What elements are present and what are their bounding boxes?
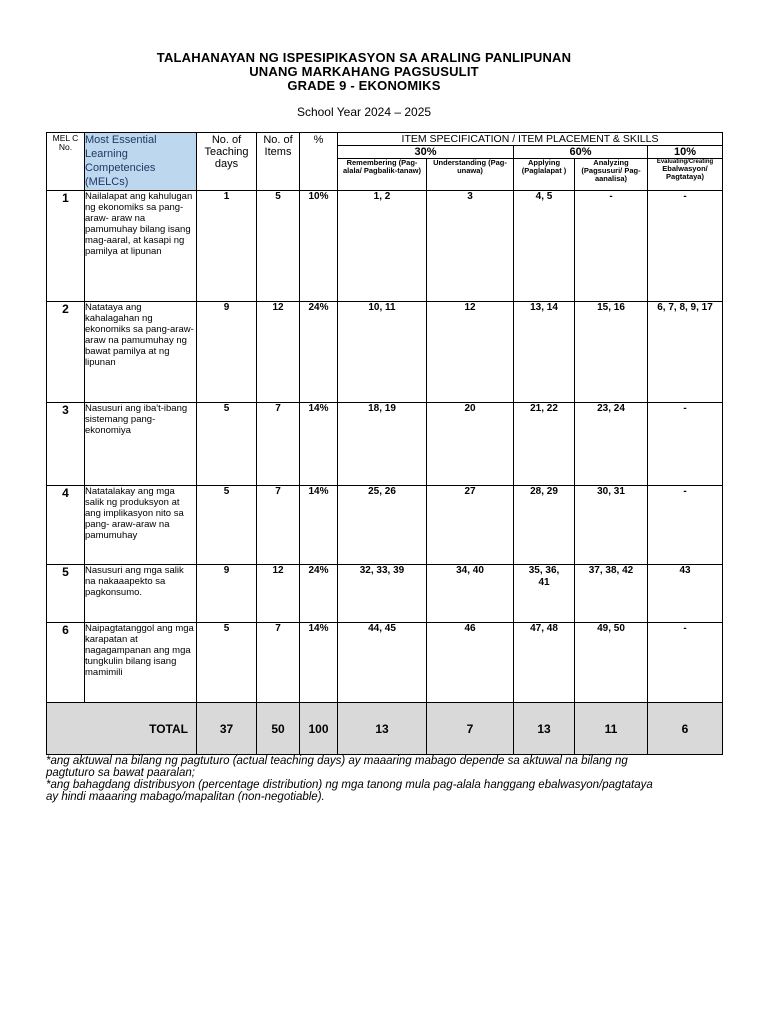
- evaluating-items: -: [648, 623, 723, 703]
- header-30-percent: 30%: [338, 146, 514, 159]
- table-row: [47, 191, 723, 302]
- understanding-items: 27: [427, 486, 514, 565]
- percentage: 14%: [300, 403, 338, 486]
- no-of-items: 12: [257, 302, 300, 403]
- melc-number: 1: [47, 191, 85, 302]
- remembering-items: 25, 26: [338, 486, 427, 565]
- title-line-3: GRADE 9 - EKONOMIKS: [287, 78, 441, 93]
- competency-text: Nasusuri ang mga salik na nakaaapekto sa pagkonsumo.: [85, 565, 197, 623]
- total-percentage: 100: [300, 703, 338, 755]
- header-melc: Most Essential Learning Competencies (MELCs): [85, 133, 197, 191]
- total-evaluating: 6: [648, 703, 723, 755]
- analyzing-items: -: [575, 191, 648, 302]
- footnote-2: *ang bahagdang distribusyon (percentage distribution) ng mga tanong mula pag-alala hanggang ebalwasyon/pagtataya: [46, 779, 653, 791]
- header-60-percent: 60%: [514, 146, 648, 159]
- no-of-items: 12: [257, 565, 300, 623]
- table-row: [47, 486, 723, 565]
- analyzing-items: 37, 38, 42: [575, 565, 648, 623]
- school-year: School Year 2024 – 2025: [296, 105, 432, 119]
- header-evaluating-top: Evaluating/Creating: [656, 159, 714, 165]
- total-row: [47, 703, 723, 755]
- competency-text: Natatalakay ang mga salik ng produksyon at ang implikasyon nito sa pang- araw-araw na pamumuhay: [85, 486, 197, 565]
- percentage: 24%: [300, 302, 338, 403]
- percentage: 14%: [300, 623, 338, 703]
- applying-items: 35, 36, 41: [514, 565, 575, 623]
- competency-text: Natataya ang kahalagahan ng ekonomiks sa pang-araw- araw na pamumuhay ng bawat pamilya at ng lipunan: [85, 302, 197, 403]
- melc-number: 6: [47, 623, 85, 703]
- title-line-1: TALAHANAYAN NG ISPESIPIKASYON SA ARALING PANLIPUNAN: [156, 50, 572, 65]
- header-analyzing: Analyzing (Pagsusuri/ Pag-aanalisa): [575, 159, 648, 191]
- header-teaching-days: No. of Teaching days: [197, 133, 257, 191]
- competency-text: Nasusuri ang iba't-ibang sistemang pang-ekonomiya: [85, 403, 197, 486]
- header-understanding: Understanding (Pag-unawa): [427, 159, 514, 191]
- analyzing-items: 15, 16: [575, 302, 648, 403]
- analyzing-items: 49, 50: [575, 623, 648, 703]
- total-understanding: 7: [427, 703, 514, 755]
- header-applying: Applying (Paglalapat ): [514, 159, 575, 191]
- melc-number: 4: [47, 486, 85, 565]
- footnote-1: *ang aktuwal na bilang ng pagtuturo (actual teaching days) ay maaaring mabago depende sa aktuwal na bilang ng: [46, 755, 628, 767]
- applying-items: 13, 14: [514, 302, 575, 403]
- evaluating-items: 43: [648, 565, 723, 623]
- teaching-days: 9: [197, 302, 257, 403]
- competency-text: Naipagtatanggol ang mga karapatan at nagagampanan ang mga tungkulin bilang isang mamimili: [85, 623, 197, 703]
- table-row: [47, 403, 723, 486]
- header-remembering: Remembering (Pag-alala/ Pagbalik-tanaw): [338, 159, 427, 191]
- percentage: 10%: [300, 191, 338, 302]
- remembering-items: 44, 45: [338, 623, 427, 703]
- table-of-specification: [46, 132, 723, 755]
- understanding-items: 12: [427, 302, 514, 403]
- total-items: 50: [257, 703, 300, 755]
- footnote-2-cont: ay hindi maaaring mabago/mapalitan (non-negotiable).: [46, 791, 325, 803]
- header-10-percent: 10%: [648, 146, 723, 159]
- header-evaluating-label: Ebalwasyon/ Pagtataya): [662, 164, 708, 181]
- competency-text: Nailalapat ang kahulugan ng ekonomiks sa pang-araw- araw na pamumuhay bilang isang mag-aaral, at kasapi ng pamilya at lipunan: [85, 191, 197, 302]
- total-applying: 13: [514, 703, 575, 755]
- analyzing-items: 23, 24: [575, 403, 648, 486]
- percentage: 14%: [300, 486, 338, 565]
- understanding-items: 46: [427, 623, 514, 703]
- applying-items: 4, 5: [514, 191, 575, 302]
- table-row: [47, 302, 723, 403]
- header-evaluating: [648, 159, 723, 191]
- teaching-days: 5: [197, 403, 257, 486]
- teaching-days: 9: [197, 565, 257, 623]
- melc-number: 3: [47, 403, 85, 486]
- teaching-days: 5: [197, 486, 257, 565]
- header-melc-no: MEL C No.: [47, 133, 85, 191]
- understanding-items: 34, 40: [427, 565, 514, 623]
- evaluating-items: 6, 7, 8, 9, 17: [648, 302, 723, 403]
- applying-items: 28, 29: [514, 486, 575, 565]
- table-row: [47, 565, 723, 623]
- evaluating-items: -: [648, 191, 723, 302]
- remembering-items: 10, 11: [338, 302, 427, 403]
- melc-number: 2: [47, 302, 85, 403]
- no-of-items: 5: [257, 191, 300, 302]
- remembering-items: 32, 33, 39: [338, 565, 427, 623]
- understanding-items: 20: [427, 403, 514, 486]
- remembering-items: 1, 2: [338, 191, 427, 302]
- no-of-items: 7: [257, 623, 300, 703]
- no-of-items: 7: [257, 403, 300, 486]
- percentage: 24%: [300, 565, 338, 623]
- title-line-2: UNANG MARKAHANG PAGSUSULIT: [249, 64, 479, 79]
- applying-items: 47, 48: [514, 623, 575, 703]
- footnote-1-cont: pagtuturo sa bawat paaralan;: [46, 767, 195, 779]
- table-row: [47, 623, 723, 703]
- remembering-items: 18, 19: [338, 403, 427, 486]
- melc-number: 5: [47, 565, 85, 623]
- total-teaching-days: 37: [197, 703, 257, 755]
- header-percent: %: [300, 133, 338, 191]
- total-label: TOTAL: [47, 703, 197, 755]
- total-remembering: 13: [338, 703, 427, 755]
- teaching-days: 1: [197, 191, 257, 302]
- applying-items: 21, 22: [514, 403, 575, 486]
- header-no-of-items: No. of Items: [257, 133, 300, 191]
- total-analyzing: 11: [575, 703, 648, 755]
- header-item-spec: ITEM SPECIFICATION / ITEM PLACEMENT & SKILLS: [338, 133, 723, 146]
- analyzing-items: 30, 31: [575, 486, 648, 565]
- teaching-days: 5: [197, 623, 257, 703]
- understanding-items: 3: [427, 191, 514, 302]
- evaluating-items: -: [648, 486, 723, 565]
- evaluating-items: -: [648, 403, 723, 486]
- no-of-items: 7: [257, 486, 300, 565]
